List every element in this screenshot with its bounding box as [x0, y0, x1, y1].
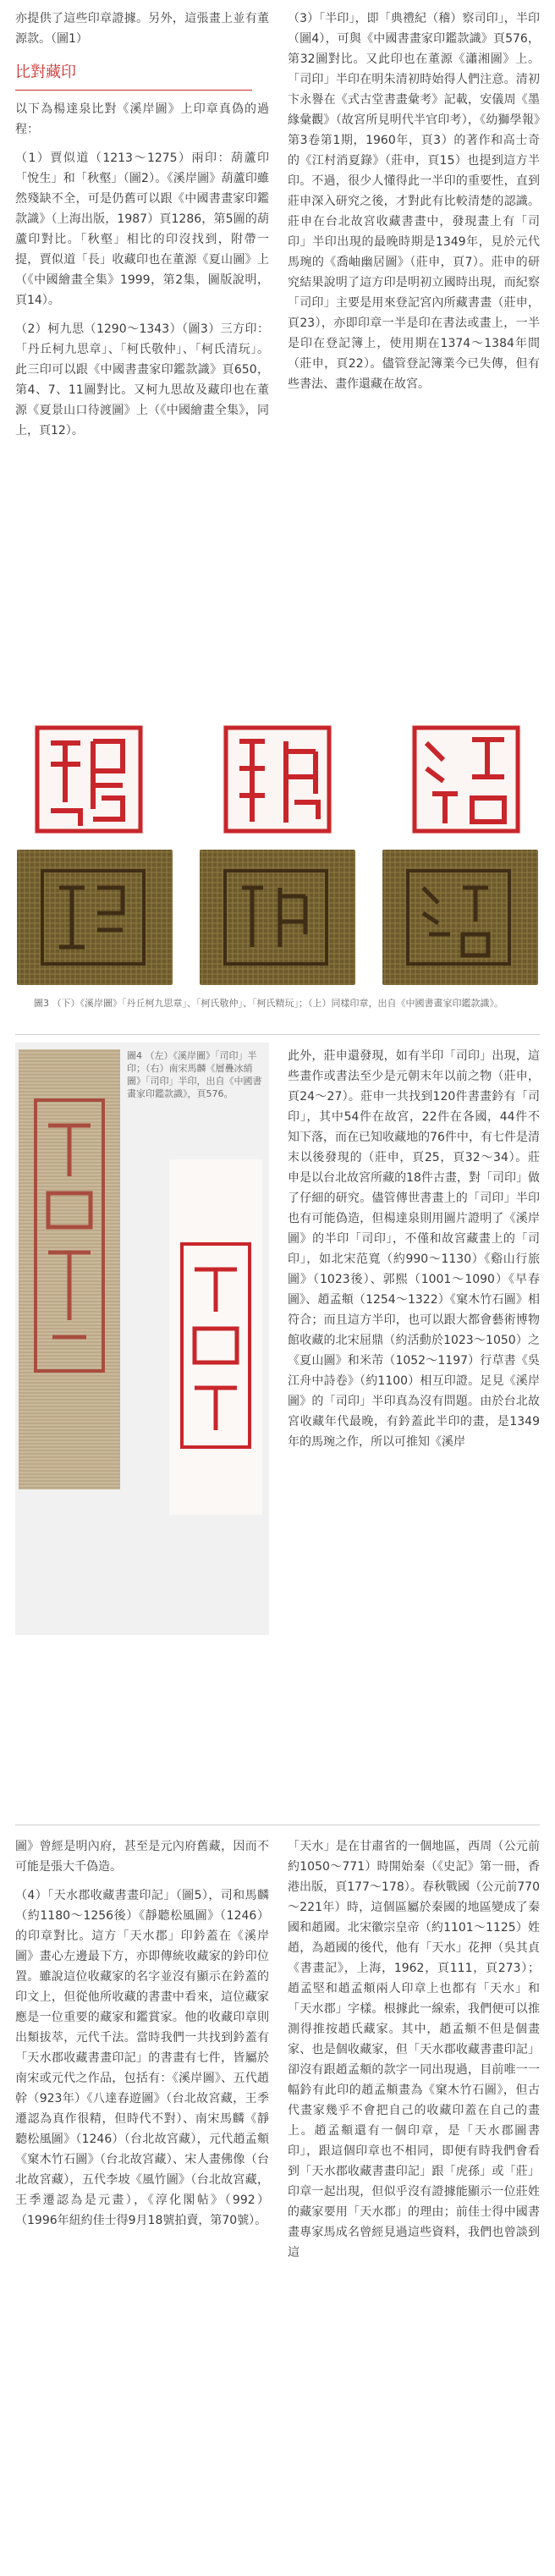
seal-impression-icon — [394, 718, 538, 840]
fig4-caption: 圖4 （左）《溪岸圖》「司印」半印；（右）南宋馬麟《層疊冰綃圖》「司印」半印，出自《中國書畫家印鑑款識》，頁576。 — [127, 1050, 262, 1099]
fabric-seal-3 — [382, 850, 538, 985]
paragraph-5: 圖》曾經是明內府，甚至是元內府舊藏，因而不可能是張大千偽造。 — [15, 1840, 269, 1874]
silk-texture-icon — [382, 850, 538, 985]
section-heading: 比對藏印 — [15, 63, 76, 81]
seal-qing-wan — [394, 718, 538, 840]
seal-ding-qiu — [17, 718, 161, 840]
seal-jing-zhong — [206, 718, 349, 840]
seal-impression-icon — [169, 1159, 262, 1515]
fabric-seal-1 — [17, 850, 173, 985]
silk-texture-icon — [17, 850, 173, 985]
paragraph-7: 「天水」是在甘肅省的一個地區，西周（公元前約1050～771）時開始秦（《史記》第一冊，香港出版，頁177～178）。春秋戰國（公元前770～221年）時，這個區屬於秦國的地區變成了秦國和趙國。北宋徽宗皇帝（約1101～1125）姓趙，為趙國的後代，他有「天水」花押（吳其貞《書畫記》，上海，1962，頁111，頁273）；趙孟堅和趙孟頫兩人印章上也都有「天水」和「天水郡」字樣。根據此一線索，我們便可以推測得推按趙氏藏家。其中，趙孟頫不但是個畫家、也是個收藏家，但「天水郡收藏書畫印記」卻沒有跟趙孟頫的款字一同出現過，目前唯一一幅鈐有此印的趙孟頫畫為《窠木竹石圖》，但古代畫家幾乎不會把自己的收藏印蓋在自己的畫上。趙孟頫還有一個印章，是「天水郡圖書印」，跟這個印章也不相同，即便有時我們會看到「天水郡收藏書畫印記」跟「虎孫」或「莊」印章一起出現，但似乎沒有證據能顯示一位莊姓的藏家要用「天水郡」的理由；前佳士得中國書畫專家馬成名曾經見過這些資料，我們也曾談到這 — [288, 1840, 540, 2260]
seal-impression-icon — [206, 718, 349, 840]
block3-left-column — [15, 1836, 269, 2239]
heading-rule — [15, 90, 252, 91]
separator-1 — [15, 1034, 540, 1035]
fig3-seal-row — [17, 718, 538, 840]
paragraph-2: （2）柯九思（1290～1343）（圖3）三方印：「丹丘柯九思章」、「柯氏敬仲」、「柯氏清玩」。此三印可以跟《中國書畫家印鑑款識》頁650，第4、7、11圖對比。又柯九思故及藏印也在董源《夏景山口待渡圖》上（《中國繪畫全集》，同上，頁12）。 — [15, 322, 269, 438]
block3-right-column — [288, 1836, 540, 2271]
fig4-left-scroll — [19, 1049, 120, 1489]
fabric-seal-2 — [200, 850, 355, 985]
scroll-seal-icon — [19, 1049, 120, 1489]
paragraph-4: 此外，莊申還發現，如有半印「司印」出現，這些畫作或書法至少是元朝末年以前之物（莊申，頁24～27）。莊申一共找到120件書畫鈐有「司印」，其中54件在故宮，22件在各國，44件不知下落，而在已知收藏地的76件中，有七件是清末以後發現的（莊申，頁25，頁32～34）。莊申是以台北故宮所藏的18件古畫，對「司印」做了仔細的研究。儘管傳世書畫上的「司印」半印也有可能偽造，但楊達泉則用圖片證明了《溪岸圖》的半印「司印」，不僅和故宮藏畫上的「司印」，如北宋范寬（約990～1130）《谿山行旅圖》（1023後）、郭熙（1001～1090）《早春圖》、趙孟頫（1254～1322）《窠木竹石圖》相符合；而且這方半印，也可以跟大都會藝術博物館收藏的北宋屈鼎（約活動於1023～1050）之《夏山圖》和米芾（1052～1197）行草書《吳江舟中詩卷》（約1100）相互印證。足見《溪岸圖》的「司印」半印真為沒有問題。由於台北故宮收藏年代最晚，有鈐蓋此半印的畫，是1349年的馬琬之作，所以可推知《溪岸 — [288, 1049, 540, 1449]
block1-right-column — [288, 8, 540, 403]
lead-paragraph: 以下為楊達泉比對《溪岸圖》上印章真偽的過程： — [15, 102, 269, 136]
fig3-fabric-row — [17, 850, 538, 985]
fig3-caption: 圖3 （下）《溪岸圖》「丹丘柯九思章」、「柯氏敬仲」、「柯氏精玩」；（上）同樣印章，出自《中國書畫家印鑑款識》。 — [34, 998, 503, 1009]
paragraph-6: （4）「天水郡收藏書畫印記」（圖5），司和馬麟（約1180～1256後）《靜聽松風圖》（1246）的印章對比。這方「天水郡」印鈐蓋在《溪岸圖》畫心左邊最下方，亦即傳統收藏家的鈐印位置。雖說這位收藏家的名字並沒有顯示在鈐蓋的印文上，但從他所收藏的書畫中看來，這位藏家應是一位重要的藏家和鑑賞家。他的收藏印章則出類拔萃，元代千法。當時我們一共找到鈐蓋有「天水郡收藏書畫印記」的書畫有七件，皆屬於南宋或元代之作品，包括有：《溪岸圖》、五代趙幹（923年）《八達春遊圖》（台北故宮藏，王季遷認為真作很精，但時代不對）、南宋馬麟《靜聽松風圖》（1246）（台北故宮藏），元代趙孟頫《窠木竹石圖》（台北故宮藏）、宋人畫佛像（台北故宮藏），五代李坡《風竹圖》（台北故宮藏，王季遷認為是元畫），《淳化閣帖》（992）（1996年紐約佳士得9月18號拍賣，第70號）。 — [15, 1889, 269, 2227]
paragraph-1: （1）賈似道（1213～1275）兩印：葫蘆印「悅生」和「秋壑」（圖2）。《溪岸圖》葫蘆印雖然殘缺不全，可是仍舊可以跟《中國書畫家印鑑款識》（上海出版，1987）頁1286，第5圖的葫蘆印對比。「秋壑」相比的印沒找到，附帶一提，賈似道「長」收藏印也在董源《夏山圖》上（《中國繪畫全集》1999，第2集，圖版說明，頁14）。 — [15, 151, 269, 307]
intro-paragraph: 亦提供了這些印章證據。另外，這張畫上並有董源款。（圖1） — [15, 12, 269, 46]
silk-texture-icon — [200, 850, 355, 985]
fig4-right-seal — [169, 1159, 262, 1515]
seal-impression-icon — [17, 718, 161, 840]
block2-right-column — [288, 1046, 540, 1461]
block1-left-column — [15, 8, 269, 449]
paragraph-3: （3）「半印」，即「典禮紀（稽）察司印」，半印（圖4），可與《中國書畫家印鑑款識》頁576，第32圖對比。又此印也在董源《瀟湘圖》上。「司印」半印在明朱清初時始得人們注意。清初卞永譽在《式古堂書畫彙考》記載，安儀周《墨緣彙觀》（故宮所見明代半官印考），《幼獅學報》第3卷第1期，1960年，頁3）的著作和高士奇的《江村消夏錄》（莊申，頁15）也提到這方半印。不過，很少人懂得此一半印的重要性，直到莊申深入研究之後，才對此有比較清楚的認識。莊申在台北故宮收藏書畫中，發現畫上有「司印」半印出現的最晚時期是1349年，見於元代馬琬的《喬岫幽居圖》（莊申，頁7）。莊申的研究結果說明了這方印是明初立國時出現，而紀察「司印」主要是用來登記宮內所藏書畫（莊申，頁23），亦即印章一半是印在書法或畫上，一半是印在登記簿上，使用期在1374～1384年間（莊申，頁22）。儘管登記簿業今已失傳，但有些書法、畫作還藏在故宮。 — [288, 12, 540, 391]
